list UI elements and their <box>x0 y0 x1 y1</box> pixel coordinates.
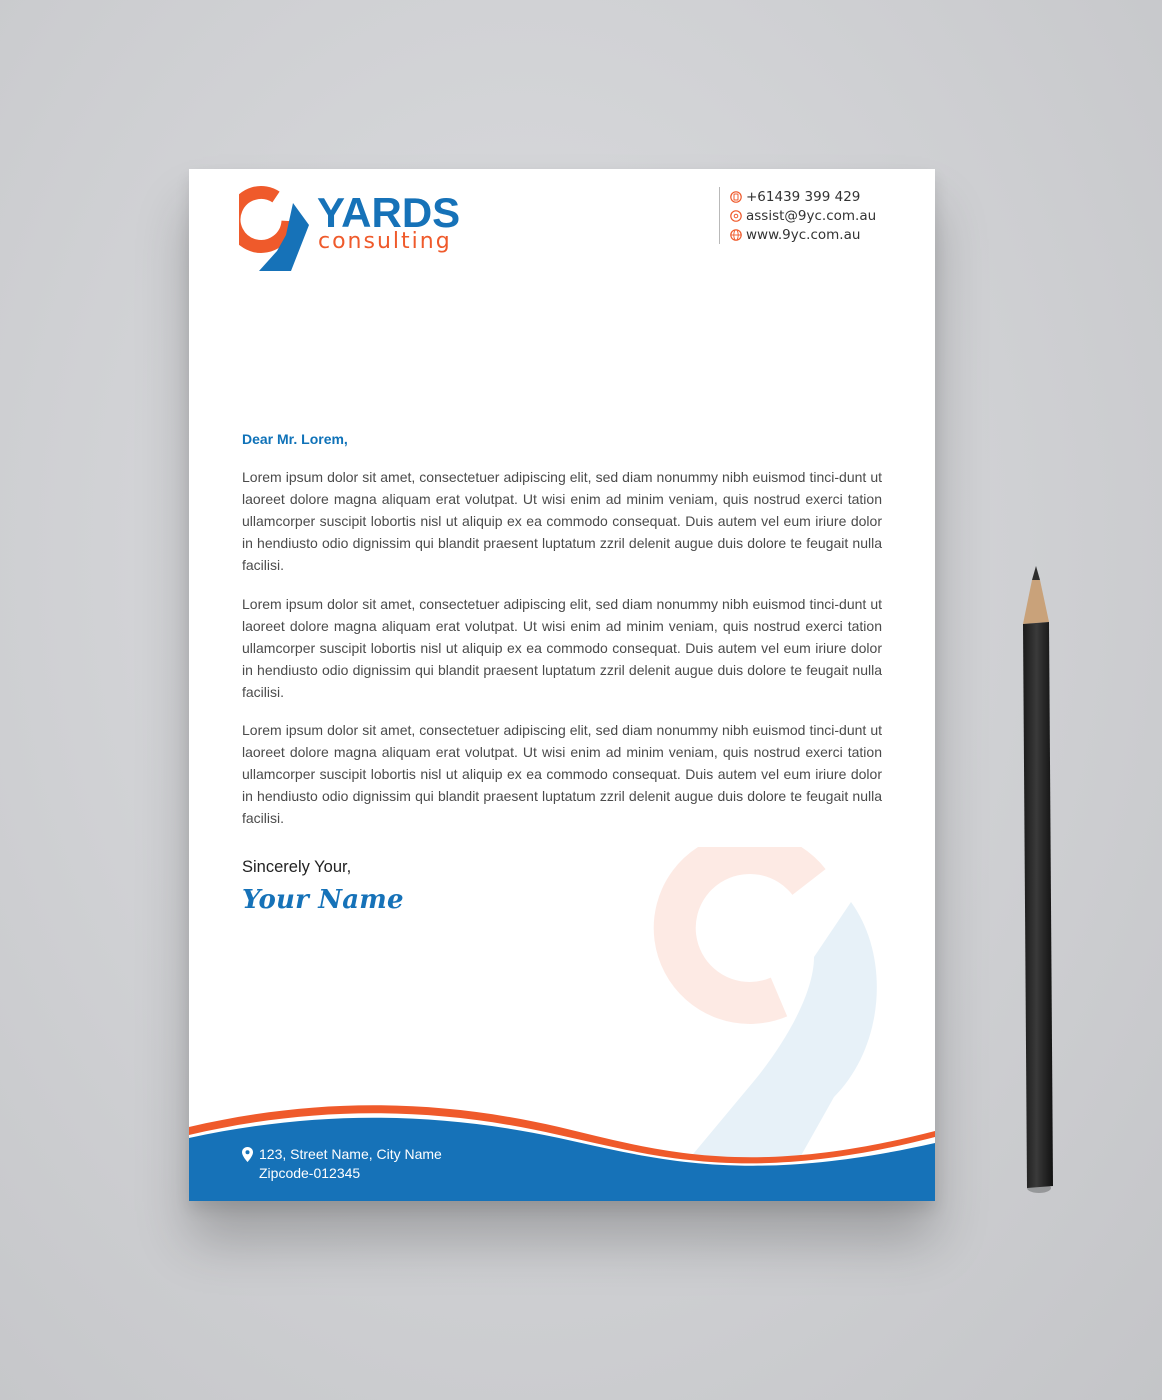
logo-brand-bottom: consulting <box>318 229 452 254</box>
globe-icon <box>730 229 742 241</box>
letter-paragraph-1: Lorem ipsum dolor sit amet, consectetuer adipiscing elit, sed diam nonummy nibh euismod tinci-dunt ut laoreet dolore magna aliquam erat volutpat. Ut wisi enim ad minim veniam, quis nostrud exerci tation ullamcorper suscipit lobortis nisl ut aliquip ex ea commodo consequat. Duis autem vel eum iriure dolor in hendiusto odio dignissim qui blandit praesent luptatum zzril delenit augue duis dolore te feugait nulla facilisi. <box>242 469 882 573</box>
signature: Your Name <box>242 885 404 915</box>
footer-address <box>242 1145 442 1183</box>
contact-phone <box>730 187 876 206</box>
address-line-2: Zipcode-012345 <box>259 1165 361 1181</box>
phone-icon <box>730 191 742 203</box>
contact-block <box>719 187 876 244</box>
company-logo <box>239 183 499 275</box>
address-line-1: 123, Street Name, City Name <box>259 1146 442 1162</box>
phone-number[interactable]: +61439 399 429 <box>746 188 861 205</box>
letterhead-paper <box>189 169 935 1201</box>
logo-brand-top: YARDS <box>317 189 461 236</box>
letter-closing: Sincerely Your, <box>242 858 352 876</box>
letter-paragraph-2: Lorem ipsum dolor sit amet, consectetuer adipiscing elit, sed diam nonummy nibh euismod tinci-dunt ut laoreet dolore magna aliquam erat volutpat. Ut wisi enim ad minim veniam, quis nostrud exerci tation ullamcorper suscipit lobortis nisl ut aliquip ex ea commodo consequat. Duis autem vel eum iriure dolor in hendiusto odio dignissim qui blandit praesent luptatum zzril delenit augue duis dolore te feugait nulla facilisi. <box>242 596 882 700</box>
website-url[interactable]: www.9yc.com.au <box>746 226 861 243</box>
letter-paragraph-3: Lorem ipsum dolor sit amet, consectetuer adipiscing elit, sed diam nonummy nibh euismod tinci-dunt ut laoreet dolore magna aliquam erat volutpat. Ut wisi enim ad minim veniam, quis nostrud exerci tation ullamcorper suscipit lobortis nisl ut aliquip ex ea commodo consequat. Duis autem vel eum iriure dolor in hendiusto odio dignissim qui blandit praesent luptatum zzril delenit augue duis dolore te feugait nulla facilisi. <box>242 722 882 826</box>
letter-greeting: Dear Mr. Lorem, <box>242 431 348 447</box>
pencil-prop <box>1015 566 1055 1196</box>
email-address[interactable]: assist@9yc.com.au <box>746 207 877 224</box>
email-icon <box>730 210 742 222</box>
contact-website <box>730 225 876 244</box>
contact-email <box>730 206 876 225</box>
location-pin-icon <box>242 1147 253 1162</box>
